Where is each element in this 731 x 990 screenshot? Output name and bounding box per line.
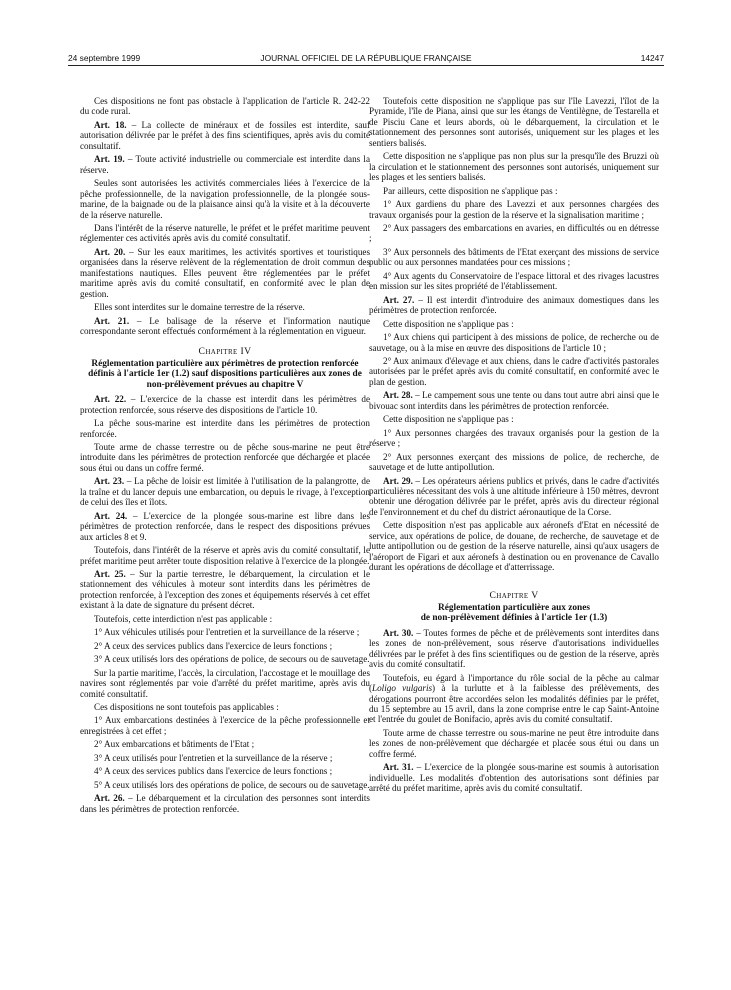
left-column (80, 96, 370, 817)
paragraph: Toutefois, dans l'intérêt de la réserve et après avis du comité consultatif, le préfet maritime peut arrêter toute disposition relative à l'exercice de la plongée. (80, 545, 370, 566)
article-25: Art. 25. – Sur la partie terrestre, le débarquement, la circulation et le stationnement des véhicules à moteur sont interdits dans les périmètres de protection renforcée, à l'exception des zones et équipements réservés à cet effet existant à la date de signature du présent décret. (80, 568, 370, 611)
paragraph: Ces dispositions ne sont toutefois pas applicables : (94, 701, 279, 712)
paragraph: Toute arme de chasse terrestre ou sous-marine ne peut être introduite dans les zones de non-prélèvement que déchargée et placée sous étui ou dans un coffre fermé. (369, 727, 659, 759)
paragraph: Toutefois, eu égard à l'importance du rôle social de la pêche au calmar (Loligo vulgaris) à la turlutte et à la faiblesse des prélèvements, des dérogations pourront être accordées selon les modalités définies par le préfet, du 15 septembre au 15 avril, dans la zone comprise entre le cap Saint-Antoine et l'entrée du goulet de Bonifacio, après avis du comité consultatif. (369, 672, 659, 725)
header-rule (68, 65, 664, 66)
page-header (68, 49, 664, 65)
list-item: 5° A ceux utilisés lors des opérations de police, de secours ou de sauvetage. (94, 779, 370, 790)
paragraph: Elles sont interdites sur le domaine terrestre de la réserve. (94, 302, 305, 313)
paragraph: Dans l'intérêt de la réserve naturelle, le préfet et le préfet maritime peuvent réglementer ces activités après avis du comité consultatif. (80, 222, 370, 244)
article-26: Art. 26. – Le débarquement et la circulation des personnes sont interdits dans les périmètres de protection renforcée. (80, 793, 370, 814)
article-30: Art. 30. – Toutes formes de pêche et de prélèvements sont interdites dans les zones de non-prélèvement, sous réserve d'autorisations individuelles délivrées par le préfet à des fins scientifiques ou de gestion de la réserve, après avis du comité consultatif. (369, 627, 659, 670)
chapter-title-line-1: Réglementation particulière aux zones (438, 603, 590, 614)
list-item: 2° A ceux des services publics dans l'exercice de leurs fonctions ; (94, 640, 333, 651)
header-date: 24 septembre 1999 (68, 53, 141, 63)
paragraph: Toutefois cette disposition ne s'applique pas sur l'île Lavezzi, l'îlot de la Pyramide, l'île de Piana, ainsi que sur les étangs de Ventilègne, de Testarella et de Pisciu Cane et leurs abords, où le débarquement, la circulation et le stationnement des personnes sont autorisés, uniquement sur les plages et les sentiers balisés. (369, 96, 659, 148)
list-item: 2° Aux personnes exerçant des missions de police, de recherche, de sauvetage et de lutte antipollution. (369, 451, 659, 473)
list-item: 1° Aux véhicules utilisés pour l'entretien et la surveillance de la réserve ; (94, 627, 360, 638)
list-item: 3° Aux personnels des bâtiments de l'Etat exerçant des missions de service public ou aux personnes mandatées pour ces missions ; (369, 246, 659, 268)
paragraph: Ces dispositions ne font pas obstacle à l'application de l'article R. 242-22 du code rural. (80, 96, 370, 117)
article-22: Art. 22. – L'exercice de la chasse est interdit dans les périmètres de protection renforcée, sous réserve des dispositions de l'article 10. (80, 394, 371, 415)
article-24: Art. 24. – L'exercice de la plongée sous-marine est libre dans les périmètres de protection renforcée, dans le respect des dispositions prévues aux articles 8 et 9. (80, 510, 370, 542)
chapter-heading: Chapitre IV (198, 345, 252, 357)
article-19: Art. 19. – Toute activité industrielle ou commerciale est interdite dans la réserve. (80, 154, 370, 175)
article-29: Art. 29. – Les opérateurs aériens publics et privés, dans le cadre d'activités particulières nécessitant des vols à une altitude inférieure à 150 mètres, devront obtenir une dérogation délivrée par le préfet, après avis du directeur régional de l'environnement et du chef du district aéronautique de la Corse. (369, 475, 659, 517)
list-item: 1° Aux gardiens du phare des Lavezzi et aux personnes chargées des travaux organisés pour la gestion de la réserve et la signalisation maritime ; (369, 199, 659, 220)
article-20: Art. 20. – Sur les eaux maritimes, les activités sportives et touristiques organisées dans la réserve relèvent de la réglementation de droit commun des manifestations nautiques. Elles peuvent être réglementées par le préfet maritime après avis du comité consultatif, en conformité avec le plan de gestion. (80, 246, 371, 299)
list-item: 3° A ceux utilisés lors des opérations de police, de secours ou de sauvetage. (94, 654, 370, 665)
chapter-title: Réglementation particulière aux périmètres de protection renforcée définis à l'article 1er (1.2) sauf dispositions particulières aux zones de non-prélèvement prévues au chapitre V (88, 358, 362, 390)
list-item: 1° Aux embarcations destinées à l'exercice de la pêche professionnelle et enregistrées à cet effet ; (80, 715, 370, 736)
article-21: Art. 21. – Le balisage de la réserve et l'information nautique correspondante seront effectués conformément à la réglementation en vigueur. (80, 315, 370, 337)
paragraph: Par ailleurs, cette disposition ne s'applique pas : (383, 185, 558, 196)
article-31: Art. 31. – L'exercice de la plongée sous-marine est soumis à autorisation individuelle. Les modalités d'obtention des autorisations sont définies par arrêté du préfet maritime, après avis du comité consultatif. (369, 762, 659, 794)
paragraph: Sur la partie maritime, l'accès, la circulation, l'accostage et le mouillage des navires sont réglementés par voie d'arrêté du préfet maritime, après avis du comité consultatif. (80, 667, 370, 699)
article-28: Art. 28. – Le campement sous une tente ou dans tout autre abri ainsi que le bivouac sont interdits dans les périmètres de protection renforcée. (369, 390, 660, 411)
chapter-heading: Chapitre V (489, 589, 539, 601)
paragraph: Toute arme de chasse terrestre ou de pêche sous-marine ne peut être introduite dans les périmètres de protection renforcée que déchargée et placée sous étui ou dans un coffre fermé. (80, 442, 370, 473)
list-item: 3° A ceux utilisés pour l'entretien et la surveillance de la réserve ; (94, 752, 333, 763)
article-18: Art. 18. – La collecte de minéraux et de fossiles est interdite, sauf autorisation délivrée par le préfet à des fins scientifiques, après avis du comité consultatif. (80, 119, 370, 151)
header-page-number: 14247 (640, 53, 664, 63)
paragraph: Cette disposition ne s'applique pas : (383, 318, 514, 329)
article-27: Art. 27. – Il est interdit d'introduire des animaux domestiques dans les périmètres de protection renforcée. (369, 294, 659, 316)
paragraph: La pêche sous-marine est interdite dans les périmètres de protection renforcée. (80, 418, 370, 439)
list-item: 2° Aux passagers des embarcations en avaries, en difficultés ou en détresse ; (369, 222, 659, 244)
list-item: 4° Aux agents du Conservatoire de l'espace littoral et des rivages lacustres en mission sur les sites propriété de l'établissement. (369, 270, 659, 292)
paragraph: Cette disposition ne s'applique pas non plus sur la presqu'île des Bruzzi où la circulation et le stationnement des personnes sont autorisés, uniquement sur les plages et les sentiers balisés. (369, 151, 659, 183)
chapter-title-line-2: de non-prélèvement définies à l'article 1er (1.3) (420, 613, 608, 624)
article-23: Art. 23. – La pêche de loisir est limitée à l'utilisation de la palangrotte, de la traîne et du lancer depuis une embarcation, ou depuis le rivage, à l'exception de celui des îles et îlots. (80, 476, 370, 508)
header-journal-title: JOURNAL OFFICIEL DE LA RÉPUBLIQUE FRANÇAISE (260, 53, 472, 63)
paragraph: Toutefois, cette interdiction n'est pas applicable : (94, 613, 273, 624)
list-item: 2° Aux embarcations et bâtiments de l'Etat ; (94, 739, 255, 750)
paragraph: Cette disposition n'est pas applicable aux aéronefs d'Etat en nécessité de service, aux opérations de police, de douane, de recherche, de sauvetage et de lutte antipollution ou de gestion de la réserve naturelle, ainsi qu'aux usagers de l'aéroport de Figari et aux aéronefs à destination ou en provenance de Cavallo durant les opérations de décollage et d'atterrissage. (369, 520, 659, 573)
paragraph: Cette disposition ne s'applique pas : (383, 414, 514, 425)
list-item: 1° Aux personnes chargées des travaux organisés pour la gestion de la réserve ; (369, 427, 659, 449)
list-item: 2° Aux animaux d'élevage et aux chiens, dans le cadre d'activités pastorales autorisées par le préfet après avis du comité consultatif, en conformité avec le plan de gestion. (369, 355, 659, 387)
list-item: 4° A ceux des services publics dans l'exercice de leurs fonctions ; (94, 766, 333, 777)
list-item: 1° Aux chiens qui participent à des missions de police, de recherche ou de sauvetage, ou à la mise en œuvre des dispositions de l'article 10 ; (369, 332, 659, 353)
paragraph: Seules sont autorisées les activités commerciales liées à l'exercice de la pêche professionnelle, de la navigation professionnelle, de la plongée sous-marine, de la baignade ou de la plaisance ainsi qu'à la visite et à la découverte de la réserve naturelle. (80, 178, 370, 220)
right-column (369, 96, 659, 797)
